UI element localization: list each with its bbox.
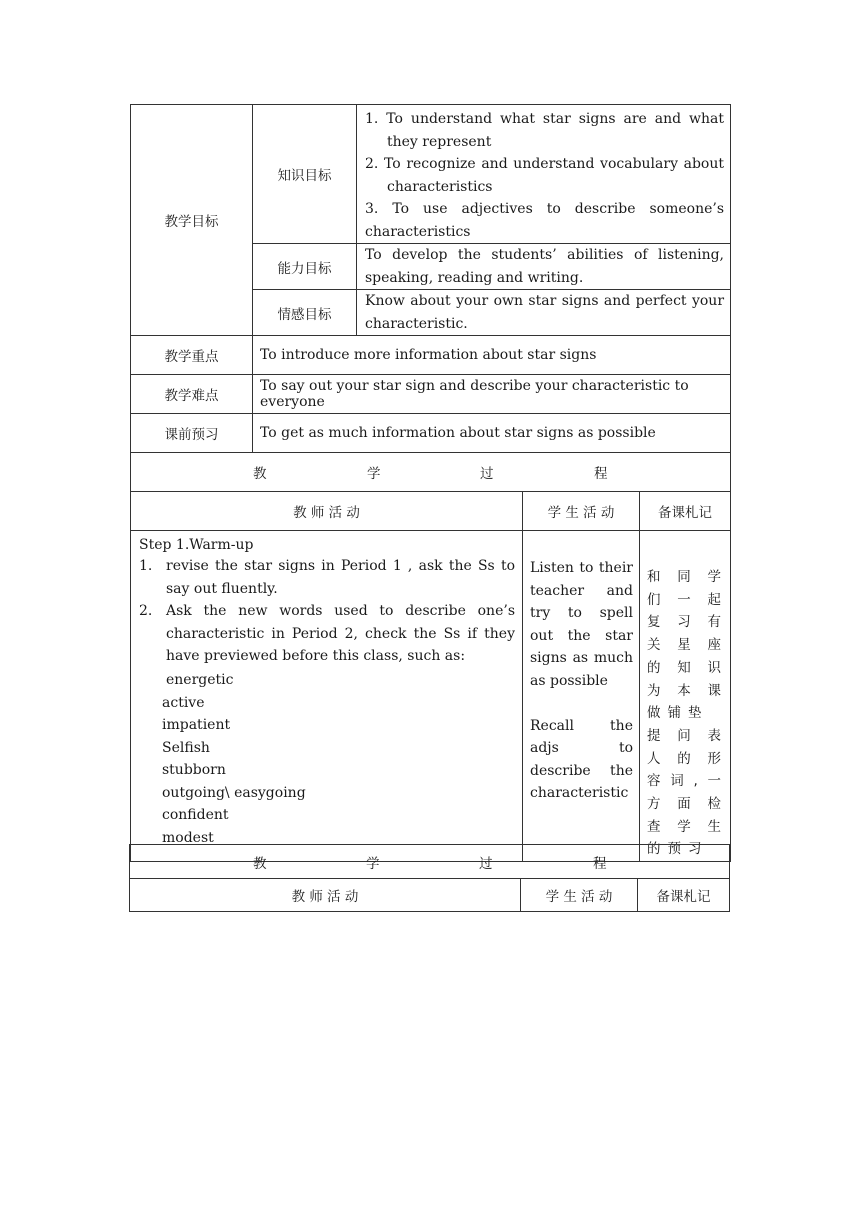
- step-title: Step 1.Warm-up: [139, 537, 254, 553]
- knowledge-goal-item: 2. To recognize and understand vocabulary about characteristics: [365, 156, 725, 195]
- teacher-activity-cell: [131, 531, 523, 862]
- vocab-word: Selfish: [162, 739, 210, 756]
- knowledge-goal-list: [365, 108, 724, 243]
- key-point-label: 教学重点: [131, 336, 253, 375]
- vocab-word: stubborn: [162, 762, 226, 779]
- notes-1: 和同学们一起复习有关星座的知识为本课做铺垫: [647, 569, 729, 722]
- knowledge-goal-cell: [357, 105, 731, 244]
- process-header-2: [130, 845, 730, 879]
- notes-2: 提问表人的形容词,一方面检查学生的预习: [647, 727, 729, 858]
- objectives-label: 教学目标: [131, 105, 253, 336]
- vocab-word: outgoing\ easygoing: [162, 784, 306, 801]
- student-activity-header-2: 学 生 活 动: [521, 879, 638, 912]
- knowledge-goal-label: 知识目标: [253, 105, 357, 244]
- process-header-char: 学: [366, 855, 380, 872]
- process-header-char: 教: [253, 466, 267, 482]
- teacher-activity-header-2: 教 师 活 动: [130, 879, 521, 912]
- step-item: 1. revise the star signs in Period 1 , ask the Ss to say out fluently.: [139, 558, 515, 597]
- student-activity-1: Listen to their teacher and try to spell out the star signs as much as possible: [530, 560, 633, 689]
- step-item: 2. Ask the new words used to describe one’s characteristic in Period 2, check the Ss if they have previewed before this class, such as:: [139, 603, 515, 664]
- preview-label: 课前预习: [131, 414, 253, 453]
- difficult-point-label: 教学难点: [131, 375, 253, 414]
- difficult-point-text: To say out your star sign and describe your characteristic to everyone: [253, 375, 731, 414]
- ability-goal-label: 能力目标: [253, 244, 357, 290]
- process-header-char: 过: [479, 855, 493, 872]
- process-header-char: 程: [593, 855, 607, 872]
- process-header-char: 教: [253, 855, 267, 872]
- student-activity-header: 学 生 活 动: [523, 492, 640, 531]
- vocab-word: confident: [162, 807, 229, 824]
- knowledge-goal-item: 3. To use adjectives to describe someone’s characteristics: [365, 201, 725, 240]
- process-header-char: 程: [594, 466, 608, 482]
- lesson-plan-table: [130, 104, 731, 862]
- vocab-word: impatient: [162, 717, 231, 734]
- step-list: [139, 555, 515, 668]
- knowledge-goal-item: 1. To understand what star signs are and what they represent: [365, 111, 725, 150]
- emotion-goal-text: Know about your own star signs and perfect your characteristic.: [357, 290, 731, 336]
- vocab-word: active: [162, 694, 205, 711]
- teacher-activity-header: 教 师 活 动: [131, 492, 523, 531]
- vocab-word: modest: [162, 830, 214, 847]
- key-point-text: To introduce more information about star signs: [253, 336, 731, 375]
- process-header: [131, 453, 731, 492]
- lesson-plan-table-2: [129, 844, 730, 912]
- student-activity-2: Recall the adjs to describe the characteristic: [530, 717, 633, 802]
- notes-header: 备课札记: [640, 492, 731, 531]
- vocab-first-word: energetic: [166, 671, 234, 688]
- process-header-char: 过: [480, 466, 494, 482]
- preview-text: To get as much information about star signs as possible: [253, 414, 731, 453]
- process-header-char: 学: [367, 466, 381, 482]
- emotion-goal-label: 情感目标: [253, 290, 357, 336]
- student-activity-cell: [523, 531, 640, 862]
- notes-cell: [640, 531, 731, 862]
- notes-header-2: 备课札记: [638, 879, 730, 912]
- vocab-list: [139, 692, 515, 850]
- ability-goal-text: To develop the students’ abilities of listening, speaking, reading and writing.: [357, 244, 731, 290]
